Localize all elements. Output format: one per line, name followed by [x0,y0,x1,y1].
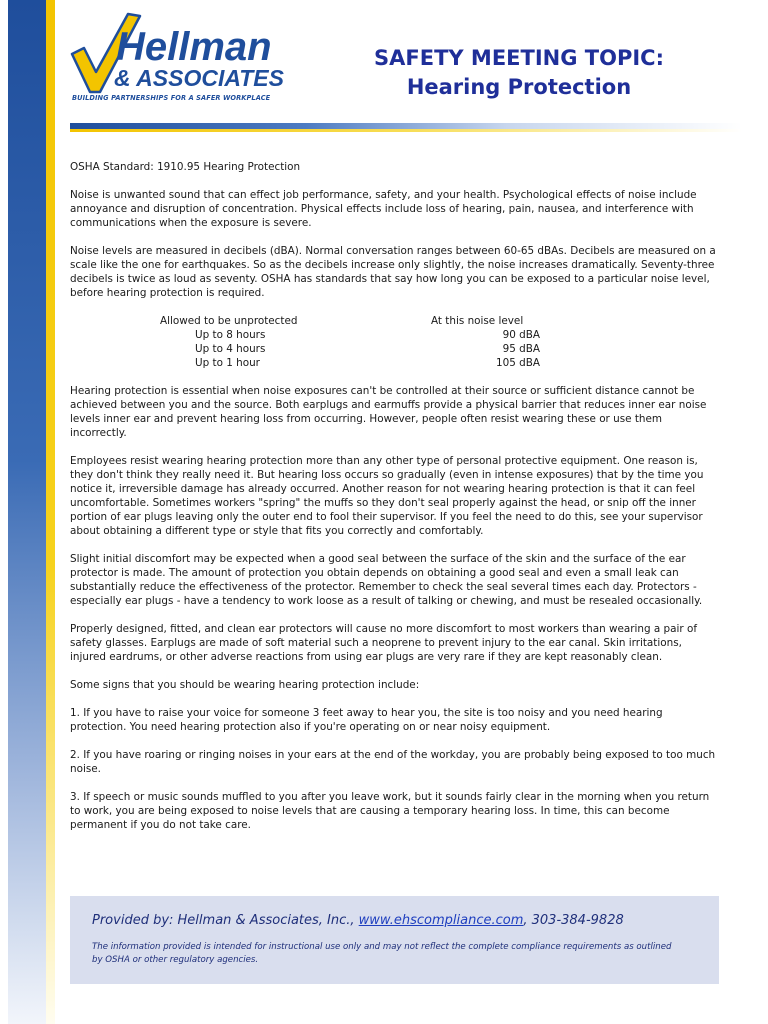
footer-box [70,896,719,984]
phone-number: , 303-384-9828 [523,913,624,928]
table-header-level: At this noise level [431,315,524,327]
table-cell-level: 90 dBA [502,329,540,341]
paragraph-hearing-protection: Hearing protection is essential when noise exposures can't be controlled at their source or sufficient distance cannot be achieved between you and the source. Both earplugs and earmuffs provide a physical barrier that reduces inner ear noise levels inner ear and prevent hearing loss from occurring. However, people often resist wearing these or use them incorrectly. [70,385,707,439]
paragraph-proper-fit: Properly designed, fitted, and clean ear protectors will cause no more discomfort to most workers than wearing a pair of safety glasses. Earplugs are made of soft material such a neoprene to prevent injury to the ear canal. Skin irritations, injured eardrums, or other adverse reactions from using ear plugs are very rare if they are kept reasonably clean. [70,623,697,663]
title-topic-label: SAFETY MEETING TOPIC: [374,46,664,70]
company-logo [66,10,288,105]
paragraph-noise-definition: Noise is unwanted sound that can effect job performance, safety, and your health. Psychological effects of noise include annoyance and disruption of concentration. Physical effects include loss of hearing, pain, nausea, and interference with communications when the exposure is severe. [70,189,697,229]
title-topic: Hearing Protection [406,75,632,99]
table-header-duration: Allowed to be unprotected [160,315,298,327]
logo-line2: & ASSOCIATES [114,65,284,91]
table-cell-level: 105 dBA [496,357,540,369]
header-rule-accent [70,129,742,132]
paragraph-noise-levels: Noise levels are measured in decibels (dBA). Normal conversation ranges between 60-65 dBAs. Decibels are measured on a scale like the one for earthquakes. So as the decibels increase only slightly, the noise increases dramatically. Seventy-three decibels is twice as loud as seventy. OSHA has standards that say how long you can be exposed to a particular noise level, before hearing protection is required. [70,245,716,299]
provided-by-label: Provided by: Hellman & Associates, Inc., [92,913,359,928]
list-item-sign-2: 2. If you have roaring or ringing noises in your ears at the end of the workday, you are probably being exposed to too much noise. [70,749,716,775]
table-row [70,342,720,356]
table-cell-duration: Up to 1 hour [195,357,260,369]
paragraph-resistance: Employees resist wearing hearing protection more than any other type of personal protective equipment. One reason is, they don't think they really need it. But hearing loss occurs so gradually (even in intense exposures) that by the time you notice it, irreversible damage has already occurred. Another reason for not wearing hearing protection is that it can feel uncomfortable. Sometimes workers "spring" the muffs so they don't seal properly against the head, or snip off the inner portion of ear plugs leaving only the outer end to fool their supervisor. If you feel the need to do this, see your supervisor about obtaining a different type or style that fits you correctly and comfortably. [70,455,704,537]
table-cell-duration: Up to 8 hours [195,329,266,341]
page-title [345,44,693,102]
exposure-table [70,314,720,370]
paragraph-discomfort: Slight initial discomfort may be expected when a good seal between the surface of the skin and the surface of the ear protector is made. The amount of protection you obtain depends on obtaining a good seal and even a small leak can substantially reduce the effectiveness of the protector. Remember to check the seal several times each day. Protectors - especially ear plugs - have a tendency to work loose as a result of talking or chewing, and must be resealed occasionally. [70,553,703,607]
list-item-sign-1: 1. If you have to raise your voice for someone 3 feet away to hear you, the site is too noisy and you need hearing protection. You need hearing protection also if you're operating on or near noisy equipment. [70,707,663,733]
table-cell-duration: Up to 4 hours [195,343,266,355]
left-yellow-bar [46,0,55,1024]
logo-line1: Hellman [116,25,272,69]
website-link[interactable]: www.ehscompliance.com [358,913,524,928]
left-blue-bar [8,0,46,1024]
provided-by [92,913,624,928]
logo-graphic [66,10,288,96]
list-item-sign-3: 3. If speech or music sounds muffled to you after you leave work, but it sounds fairly clear in the morning when you return to work, you are being exposed to noise levels that are causing a temporary hearing loss. In time, this can become permanent if you do not take care. [70,791,710,831]
paragraph-signs-intro: Some signs that you should be wearing hearing protection include: [70,679,420,691]
disclaimer: The information provided is intended for instructional use only and may not reflect the complete compliance requirements as outlined by OSHA or other regulatory agencies. [92,942,672,965]
table-header-row [70,314,720,328]
table-row [70,356,720,370]
osha-standard: OSHA Standard: 1910.95 Hearing Protection [70,161,301,173]
document-body [70,160,720,846]
table-cell-level: 95 dBA [502,343,540,355]
table-row [70,328,720,342]
logo-tagline: BUILDING PARTNERSHIPS FOR A SAFER WORKPLACE [72,94,271,102]
